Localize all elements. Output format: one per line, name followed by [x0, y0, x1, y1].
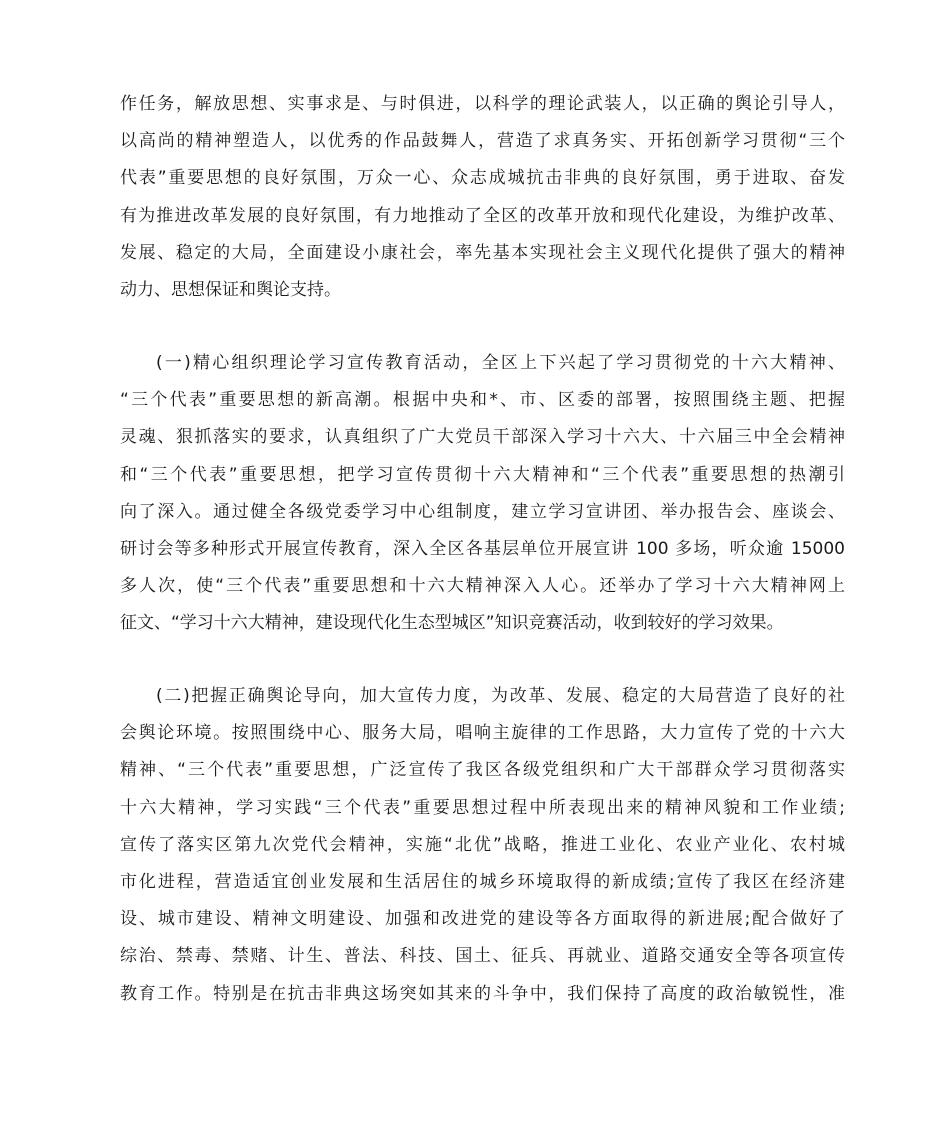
paragraph-line: 会舆论环境。按照围绕中心、服务大局，唱响主旋律的工作思路，大力宣传了党的十六大: [120, 723, 845, 744]
paragraph-line: 作任务，解放思想、实事求是、与时俱进，以科学的理论武装人，以正确的舆论引导人，: [120, 94, 845, 114]
paragraph-line: 发展、稳定的大局，全面建设小康社会，率先基本实现社会主义现代化提供了强大的精神: [120, 242, 845, 263]
paragraph-2: [120, 345, 845, 643]
paragraph-line: 综治、禁毒、禁赌、计生、普法、科技、国土、征兵、再就业、道路交通安全等各项宣传: [120, 946, 845, 967]
paragraph-line: (一)精心组织理论学习宣传教育活动，全区上下兴起了学习贯彻党的十六大精神、: [156, 353, 845, 373]
paragraph-line: 动力、思想保证和舆论支持。: [120, 279, 341, 300]
paragraph-line: “三个代表”重要思想的新高潮。根据中央和*、市、区委的部署，按照围绕主题、把握: [120, 390, 845, 411]
paragraph-line: 以高尚的精神塑造人，以优秀的作品鼓舞人，营造了求真务实、开拓创新学习贯彻“三个: [120, 131, 845, 152]
paragraph-line: 宣传了落实区第九次党代会精神，实施“北优”战略，推进工业化、农业产业化、农村城: [120, 834, 845, 855]
paragraph-3: [120, 678, 845, 1013]
paragraph-line: 十六大精神，学习实践“三个代表”重要思想过程中所表现出来的精神风貌和工作业绩;: [120, 797, 845, 818]
paragraph-line: 代表”重要思想的良好氛围，万众一心、众志成城抗击非典的良好氛围，勇于进取、奋发: [120, 168, 845, 189]
paragraph-line: 精神、“三个代表”重要思想，广泛宣传了我区各级党组织和广大干部群众学习贯彻落实: [120, 760, 845, 781]
paragraph-1: [120, 86, 845, 309]
paragraph-line: 教育工作。特别是在抗击非典这场突如其来的斗争中，我们保持了高度的政治敏锐性，准: [120, 983, 845, 1004]
paragraph-line: 征文、“学习十六大精神，建设现代化生态型城区”知识竞赛活动，收到较好的学习效果。: [120, 613, 784, 634]
paragraph-line: 研讨会等多种形式开展宣传教育，深入全区各基层单位开展宣讲 100 多场，听众逾 15000: [120, 538, 845, 559]
paragraph-line: 多人次，使“三个代表”重要思想和十六大精神深入人心。还举办了学习十六大精神网上: [120, 576, 845, 597]
paragraph-line: 设、城市建设、精神文明建设、加强和改进党的建设等各方面取得的新进展;配合做好了: [120, 909, 845, 930]
paragraph-line: (二)把握正确舆论导向，加大宣传力度，为改革、发展、稳定的大局营造了良好的社: [156, 686, 845, 706]
paragraph-line: 有为推进改革发展的良好氛围，有力地推动了全区的改革开放和现代化建设，为维护改革、: [120, 205, 845, 226]
paragraph-line: 市化进程，营造适宜创业发展和生活居住的城乡环境取得的新成绩;宣传了我区在经济建: [120, 871, 845, 892]
paragraph-line: 灵魂、狠抓落实的要求，认真组织了广大党员干部深入学习十六大、十六届三中全会精神: [120, 427, 845, 448]
paragraph-line: 向了深入。通过健全各级党委学习中心组制度，建立学习宣讲团、举办报告会、座谈会、: [120, 501, 845, 522]
paragraph-line: 和“三个代表”重要思想，把学习宣传贯彻十六大精神和“三个代表”重要思想的热潮引: [120, 464, 845, 485]
